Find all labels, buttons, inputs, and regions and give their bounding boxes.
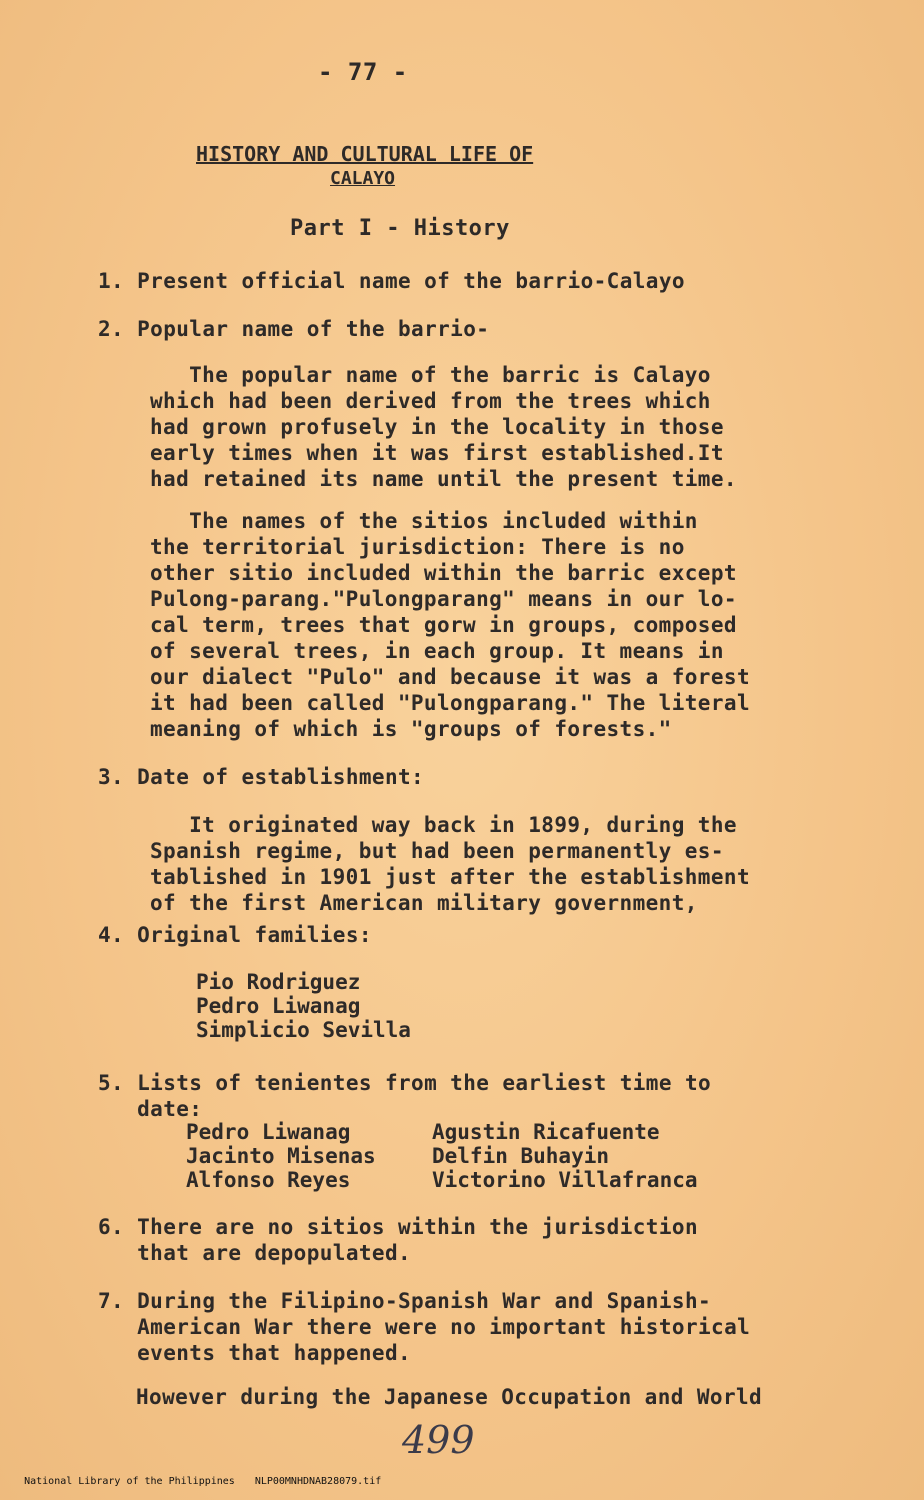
footer-filename: NLP00MNHDNAB28079.tif [254,1476,382,1487]
item-3: 3. Date of establishment: [98,765,425,789]
part-heading: Part I - History [290,216,510,241]
item-6: 6. There are no sitios within the jurisdiction that are depopulated. [98,1215,698,1265]
item-3-paragraph: It originated way back in 1899, during the Spanish regime, but had been permanently es- tablished in 1901 just after the establishment of the first American military government, [150,813,750,915]
item-2-paragraph-1: The popular name of the barric is Calayo which had been derived from the trees which had grown profusely in the locality in those early times when it was first established.It had retained its name until the present time. [150,363,737,491]
item-5: 5. Lists of tenientes from the earliest time to date: [98,1071,712,1121]
tenientes-column-2: Agustin Ricafuente Delfin Buhayin Victorino Villafranca [432,1120,698,1192]
document-subtitle: CALAYO [330,168,396,189]
handwritten-page-number: 499 [402,1418,475,1462]
item-2: 2. Popular name of the barrio- [98,317,490,341]
footer-library: National Library of the Philippines [24,1476,235,1487]
item-4: 4. Original families: [98,923,372,947]
item-2-paragraph-2: The names of the sitios included within the territorial jurisdiction: There is no other sitio included within the barric except Pulong-parang."Pulongparang" means in our lo- cal term, trees that gorw in groups, composed of several trees, in each group. It means in our dialect "Pulo" and because it was a forest it had been called "Pulongparang." The literal meaning of which is "groups of forests." [150,509,750,741]
closing-line: However during the Japanese Occupation and World [136,1385,763,1409]
original-families-list: Pio Rodriguez Pedro Liwanag Simplicio Sevilla [196,970,411,1042]
scan-footer [0,1465,401,1498]
tenientes-column-1: Pedro Liwanag Jacinto Misenas Alfonso Reyes [186,1120,376,1192]
item-1: 1. Present official name of the barrio-Calayo [98,269,685,293]
document-title: HISTORY AND CULTURAL LIFE OF [196,142,534,166]
item-7: 7. During the Filipino-Spanish War and Spanish- American War there were no important historical events that happened. [98,1289,751,1365]
page-number: - 77 - [318,58,408,86]
